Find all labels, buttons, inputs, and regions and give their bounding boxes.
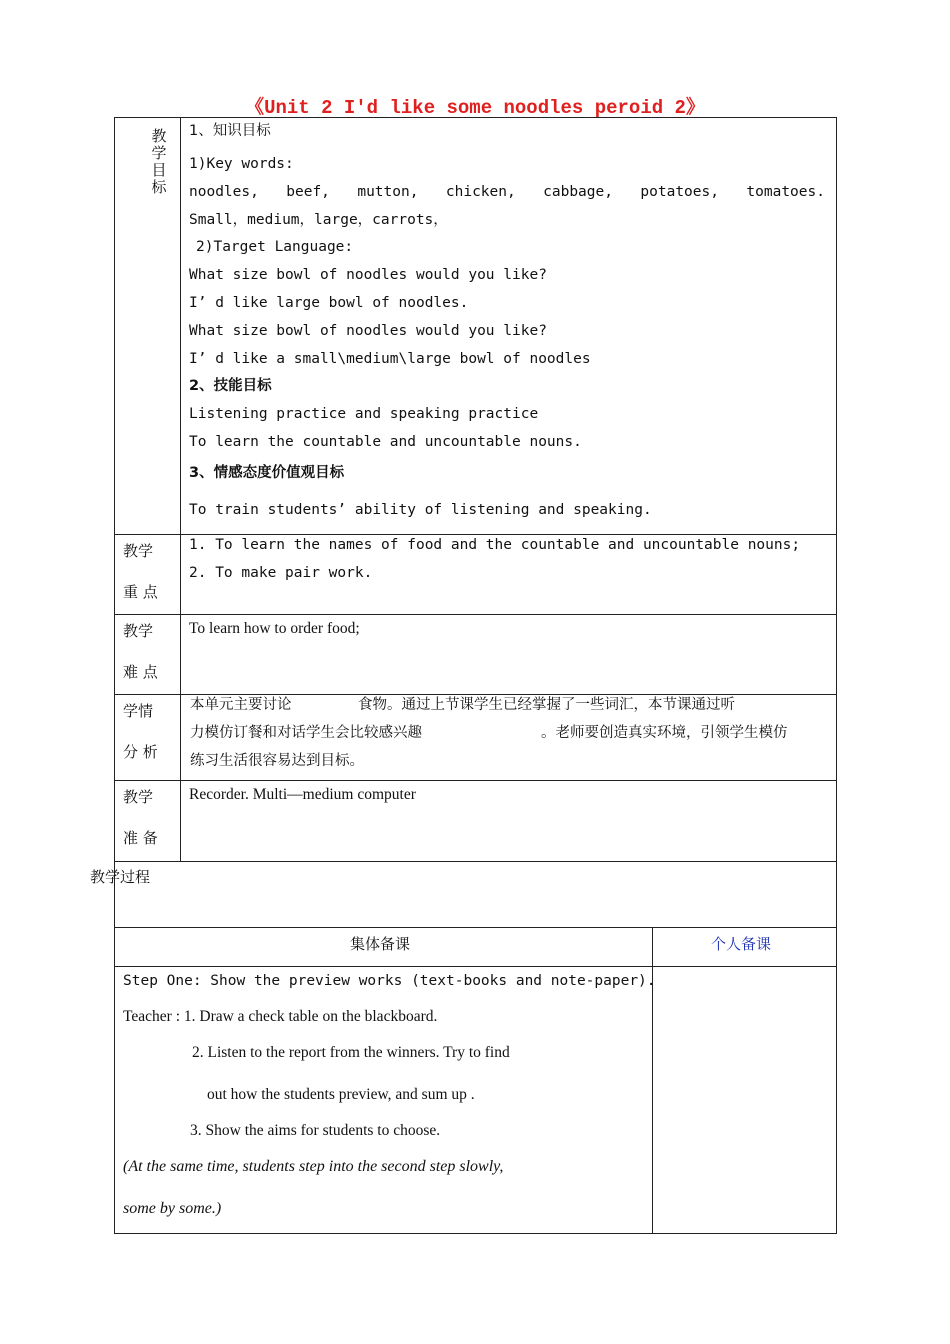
- row-divider: [114, 614, 837, 615]
- plan-note: (At the same time, students step into the second step slowly,: [123, 1158, 504, 1175]
- analysis-label-bottom: 分 析: [123, 743, 158, 761]
- plan-item: 2. Listen to the report from the winners. Try to find: [192, 1044, 510, 1061]
- difficult-point-line: To learn how to order food;: [189, 620, 360, 637]
- teacher-line: Teacher : 1. Draw a check table on the blackboard.: [123, 1008, 438, 1025]
- key-points-label-bottom: 重 点: [123, 583, 158, 601]
- row-divider: [114, 780, 837, 781]
- key-word: chicken,: [445, 184, 516, 200]
- collective-header: 集体备课: [350, 935, 411, 953]
- row-divider: [114, 534, 837, 535]
- key-word: cabbage,: [543, 184, 613, 200]
- key-word: noodles,: [189, 184, 259, 200]
- emotion-heading: 3、情感态度价值观目标: [189, 465, 345, 481]
- process-label: 教学过程: [90, 868, 151, 886]
- personal-header: 个人备课: [711, 935, 772, 953]
- plan-note: some by some.): [123, 1200, 222, 1217]
- sentence: I’ d like a small\medium\large bowl of noodles: [189, 351, 591, 367]
- preparation-line: Recorder. Multi—medium computer: [189, 786, 416, 803]
- plan-item: 3. Show the aims for students to choose.: [190, 1122, 441, 1139]
- plan-item: out how the students preview, and sum up .: [207, 1086, 475, 1103]
- analysis-line: 。老师要创造真实环境，引领学生模仿: [541, 725, 788, 741]
- analysis-line: 练习生活很容易达到目标。: [190, 753, 364, 769]
- row-divider: [114, 861, 837, 862]
- difficult-points-label-top: 教学: [123, 622, 154, 640]
- plan-header-divider: [114, 966, 837, 967]
- sentence: I’ d like large bowl of noodles.: [189, 295, 469, 311]
- knowledge-heading: 1、知识目标: [189, 123, 271, 139]
- objectives-label: 教学目标: [151, 127, 167, 196]
- skill-heading: 2、技能目标: [189, 378, 272, 394]
- analysis-line: 力模仿订餐和对话学生会比较感兴趣: [190, 725, 422, 741]
- step-one: Step One: Show the preview works (text-books and note-paper).: [123, 973, 656, 989]
- key-words-line2: Small，medium，large，carrots，: [189, 212, 448, 228]
- difficult-points-label-bottom: 难 点: [123, 663, 158, 681]
- preparation-label-bottom: 准 备: [123, 829, 158, 847]
- skill-line: To learn the countable and uncountable nouns.: [189, 434, 582, 450]
- skill-line: Listening practice and speaking practice: [189, 406, 539, 422]
- analysis-line: 本单元主要讨论: [190, 697, 292, 713]
- sentence: What size bowl of noodles would you like?: [189, 323, 547, 339]
- key-point-line: 2. To make pair work.: [189, 565, 373, 581]
- key-point-line: 1. To learn the names of food and the countable and uncountable nouns;: [189, 537, 801, 553]
- row-divider: [114, 694, 837, 695]
- key-points-label-top: 教学: [123, 542, 154, 560]
- key-words-row: [189, 183, 825, 201]
- target-language-label: 2)Target Language:: [196, 239, 354, 255]
- key-word: beef,: [286, 184, 330, 200]
- page-title: 《Unit 2 I'd like some noodles peroid 2》: [245, 97, 705, 119]
- analysis-label-top: 学情: [123, 702, 154, 720]
- analysis-line: 食物。通过上节课学生已经掌握了一些词汇，本节课通过听: [358, 697, 735, 713]
- preparation-label-top: 教学: [123, 788, 154, 806]
- key-word: mutton,: [357, 184, 419, 200]
- key-word: potatoes,: [640, 184, 719, 200]
- sentence: What size bowl of noodles would you like?: [189, 267, 547, 283]
- key-words-label: 1)Key words:: [189, 156, 294, 172]
- emotion-line: To train students’ ability of listening and speaking.: [189, 502, 652, 518]
- label-column-divider: [180, 117, 181, 861]
- key-word: tomatoes.: [746, 184, 825, 200]
